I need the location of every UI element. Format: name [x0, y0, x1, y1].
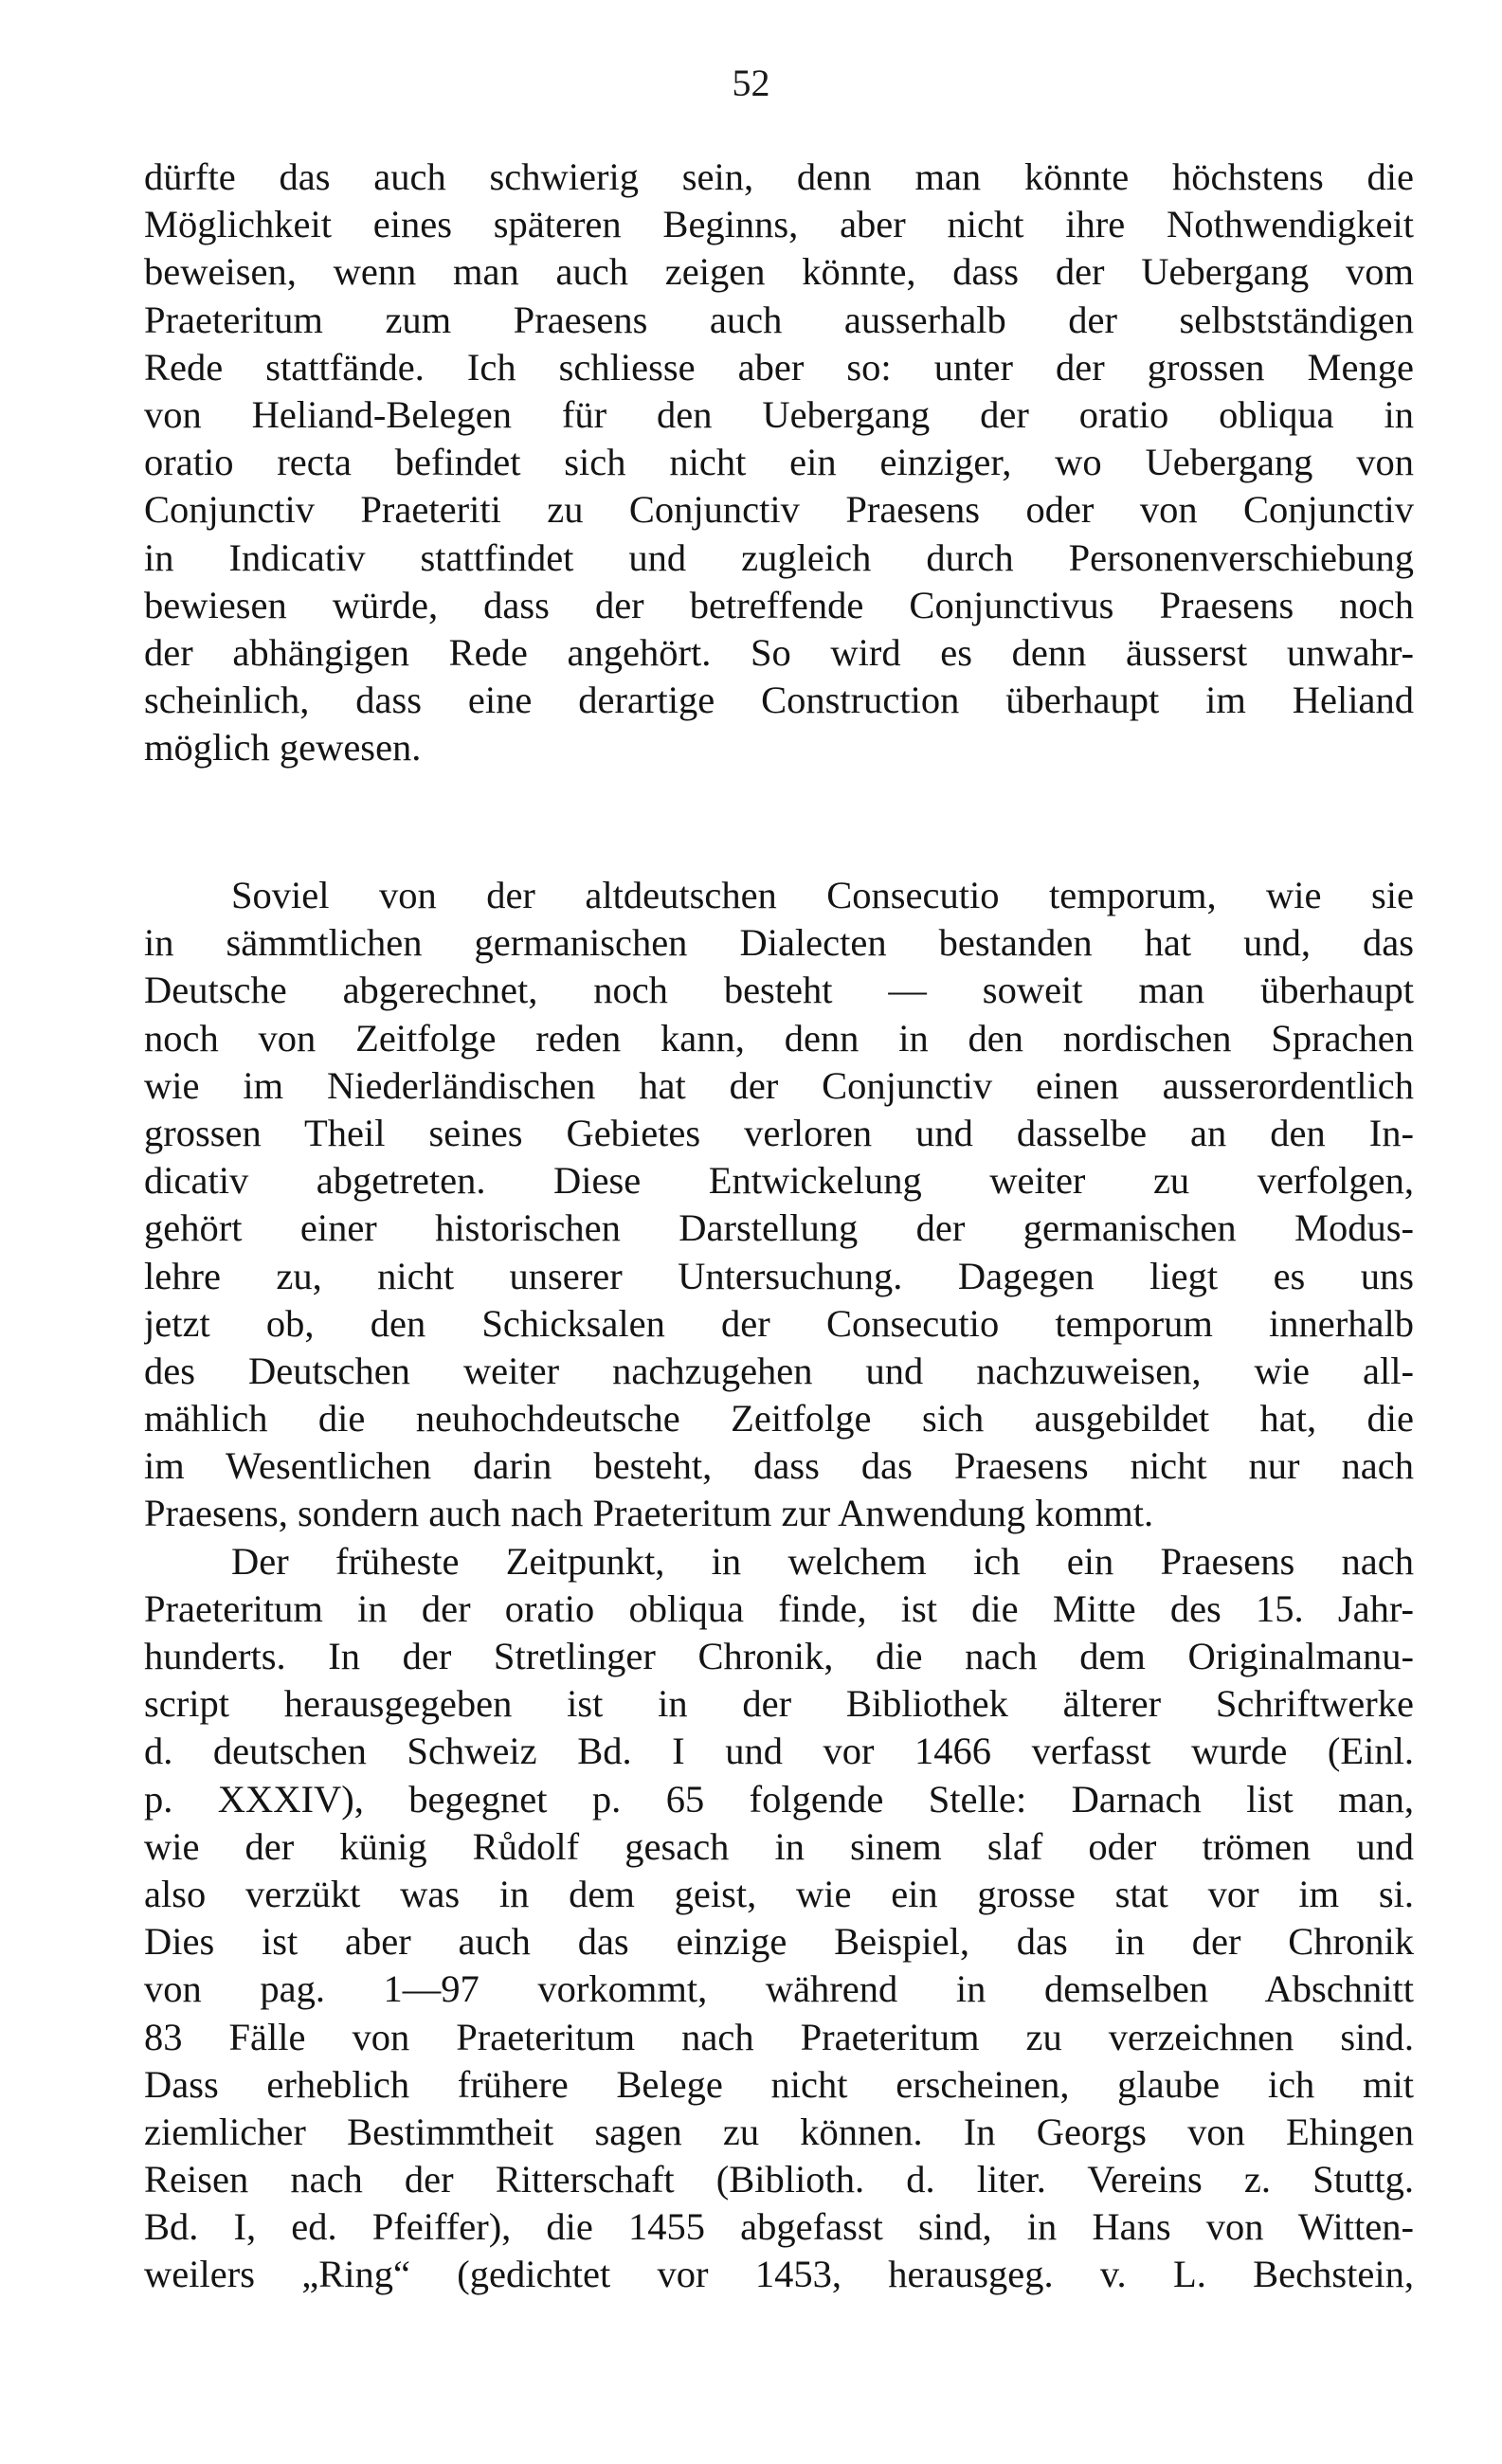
text-line: Conjunctiv Praeteriti zu Conjunctiv Praesens oder von Conjunctiv	[144, 488, 1414, 532]
text-line: von Heliand-Belegen für den Uebergang der oratio obliqua in	[144, 392, 1414, 436]
text-line: Soviel von der altdeutschen Consecutio temporum, wie sie	[231, 874, 1414, 916]
text-line: Deutsche abgerechnet, noch besteht — soweit man überhaupt	[144, 969, 1414, 1012]
text-line: Der früheste Zeitpunkt, in welchem ich ein Praesens nach	[231, 1539, 1414, 1583]
text-line: weilers „Ring“ (gedichtet vor 1453, herausgeg. v. L. Bechstein,	[144, 2253, 1414, 2296]
text-line: Bd. I, ed. Pfeiffer), die 1455 abgefasst sind, in Hans von Witten-	[144, 2205, 1414, 2249]
text-line: p. XXXIV), begegnet p. 65 folgende Stelle: Darnach list man,	[144, 1777, 1414, 1821]
text-line: der abhängigen Rede angehört. So wird es denn äusserst unwahr-	[144, 630, 1414, 674]
text-line: von pag. 1—97 vorkommt, während in demselben Abschnitt	[144, 1967, 1414, 2011]
text-line: hunderts. In der Stretlinger Chronik, die nach dem Originalmanu-	[144, 1635, 1414, 1677]
text-line: grossen Theil seines Gebietes verloren und dasselbe an den In-	[144, 1111, 1414, 1154]
text-line: Rede stattfände. Ich schliesse aber so: unter der grossen Menge	[144, 345, 1414, 389]
text-line: dicativ abgetreten. Diese Entwickelung weiter zu verfolgen,	[144, 1159, 1414, 1203]
paragraph-1	[144, 154, 1414, 771]
paragraph-2	[144, 872, 1414, 2299]
text-line: Dies ist aber auch das einzige Beispiel, das in der Chronik	[144, 1920, 1414, 1964]
text-line: dürfte das auch schwierig sein, denn man könnte höchstens die	[144, 155, 1414, 198]
text-line: wie der künig Růdolf gesach in sinem slaf oder trömen und	[144, 1824, 1414, 1868]
text-line: des Deutschen weiter nachzugehen und nachzuweisen, wie all-	[144, 1349, 1414, 1392]
text-line: beweisen, wenn man auch zeigen könnte, dass der Uebergang vom	[144, 250, 1414, 294]
text-line: jetzt ob, den Schicksalen der Consecutio temporum innerhalb	[144, 1301, 1414, 1345]
text-line: oratio recta befindet sich nicht ein einziger, wo Uebergang von	[144, 441, 1414, 484]
text-line: mählich die neuhochdeutsche Zeitfolge sich ausgebildet hat, die	[144, 1397, 1414, 1440]
text-line: Praeteritum in der oratio obliqua finde, ist die Mitte des 15. Jahr-	[144, 1586, 1414, 1630]
text-line: Reisen nach der Ritterschaft (Biblioth. d. liter. Vereins z. Stuttg.	[144, 2158, 1414, 2201]
text-line: d. deutschen Schweiz Bd. I und vor 1466 verfasst wurde (Einl.	[144, 1730, 1414, 1773]
text-line: lehre zu, nicht unserer Untersuchung. Dagegen liegt es uns	[144, 1254, 1414, 1297]
text-line: Praesens, sondern auch nach Praeteritum zur Anwendung kommt.	[144, 1492, 1154, 1535]
text-line: bewiesen würde, dass der betreffende Conjunctivus Praesens noch	[144, 583, 1414, 626]
page-number: 52	[732, 62, 770, 104]
text-line: Möglichkeit eines späteren Beginns, aber nicht ihre Nothwendigkeit	[144, 203, 1414, 246]
text-line: wie im Niederländischen hat der Conjunctiv einen ausserordentlich	[144, 1063, 1414, 1107]
text-line: 83 Fälle von Praeteritum nach Praeteritum zu verzeichnen sind.	[144, 2015, 1414, 2058]
text-line: Praeteritum zum Praesens auch ausserhalb der selbstständigen	[144, 298, 1414, 341]
text-line: ziemlicher Bestimmtheit sagen zu können. In Georgs von Ehingen	[144, 2110, 1414, 2153]
text-line: in Indicativ stattfindet und zugleich durch Personenverschiebung	[144, 535, 1414, 579]
text-line: im Wesentlichen darin besteht, dass das Praesens nicht nur nach	[144, 1444, 1414, 1488]
text-line: möglich gewesen.	[144, 726, 422, 770]
text-line: gehört einer historischen Darstellung der germanischen Modus-	[144, 1206, 1414, 1250]
text-line: scheinlich, dass eine derartige Construction überhaupt im Heliand	[144, 679, 1414, 722]
text-line: script herausgegeben ist in der Bibliothek älterer Schriftwerke	[144, 1682, 1414, 1726]
text-line: in sämmtlichen germanischen Dialecten bestanden hat und, das	[144, 921, 1414, 965]
text-line: noch von Zeitfolge reden kann, denn in den nordischen Sprachen	[144, 1016, 1414, 1060]
text-line: Dass erheblich frühere Belege nicht erscheinen, glaube ich mit	[144, 2062, 1414, 2106]
text-line: also verzükt was in dem geist, wie ein grosse stat vor im si.	[144, 1872, 1414, 1915]
